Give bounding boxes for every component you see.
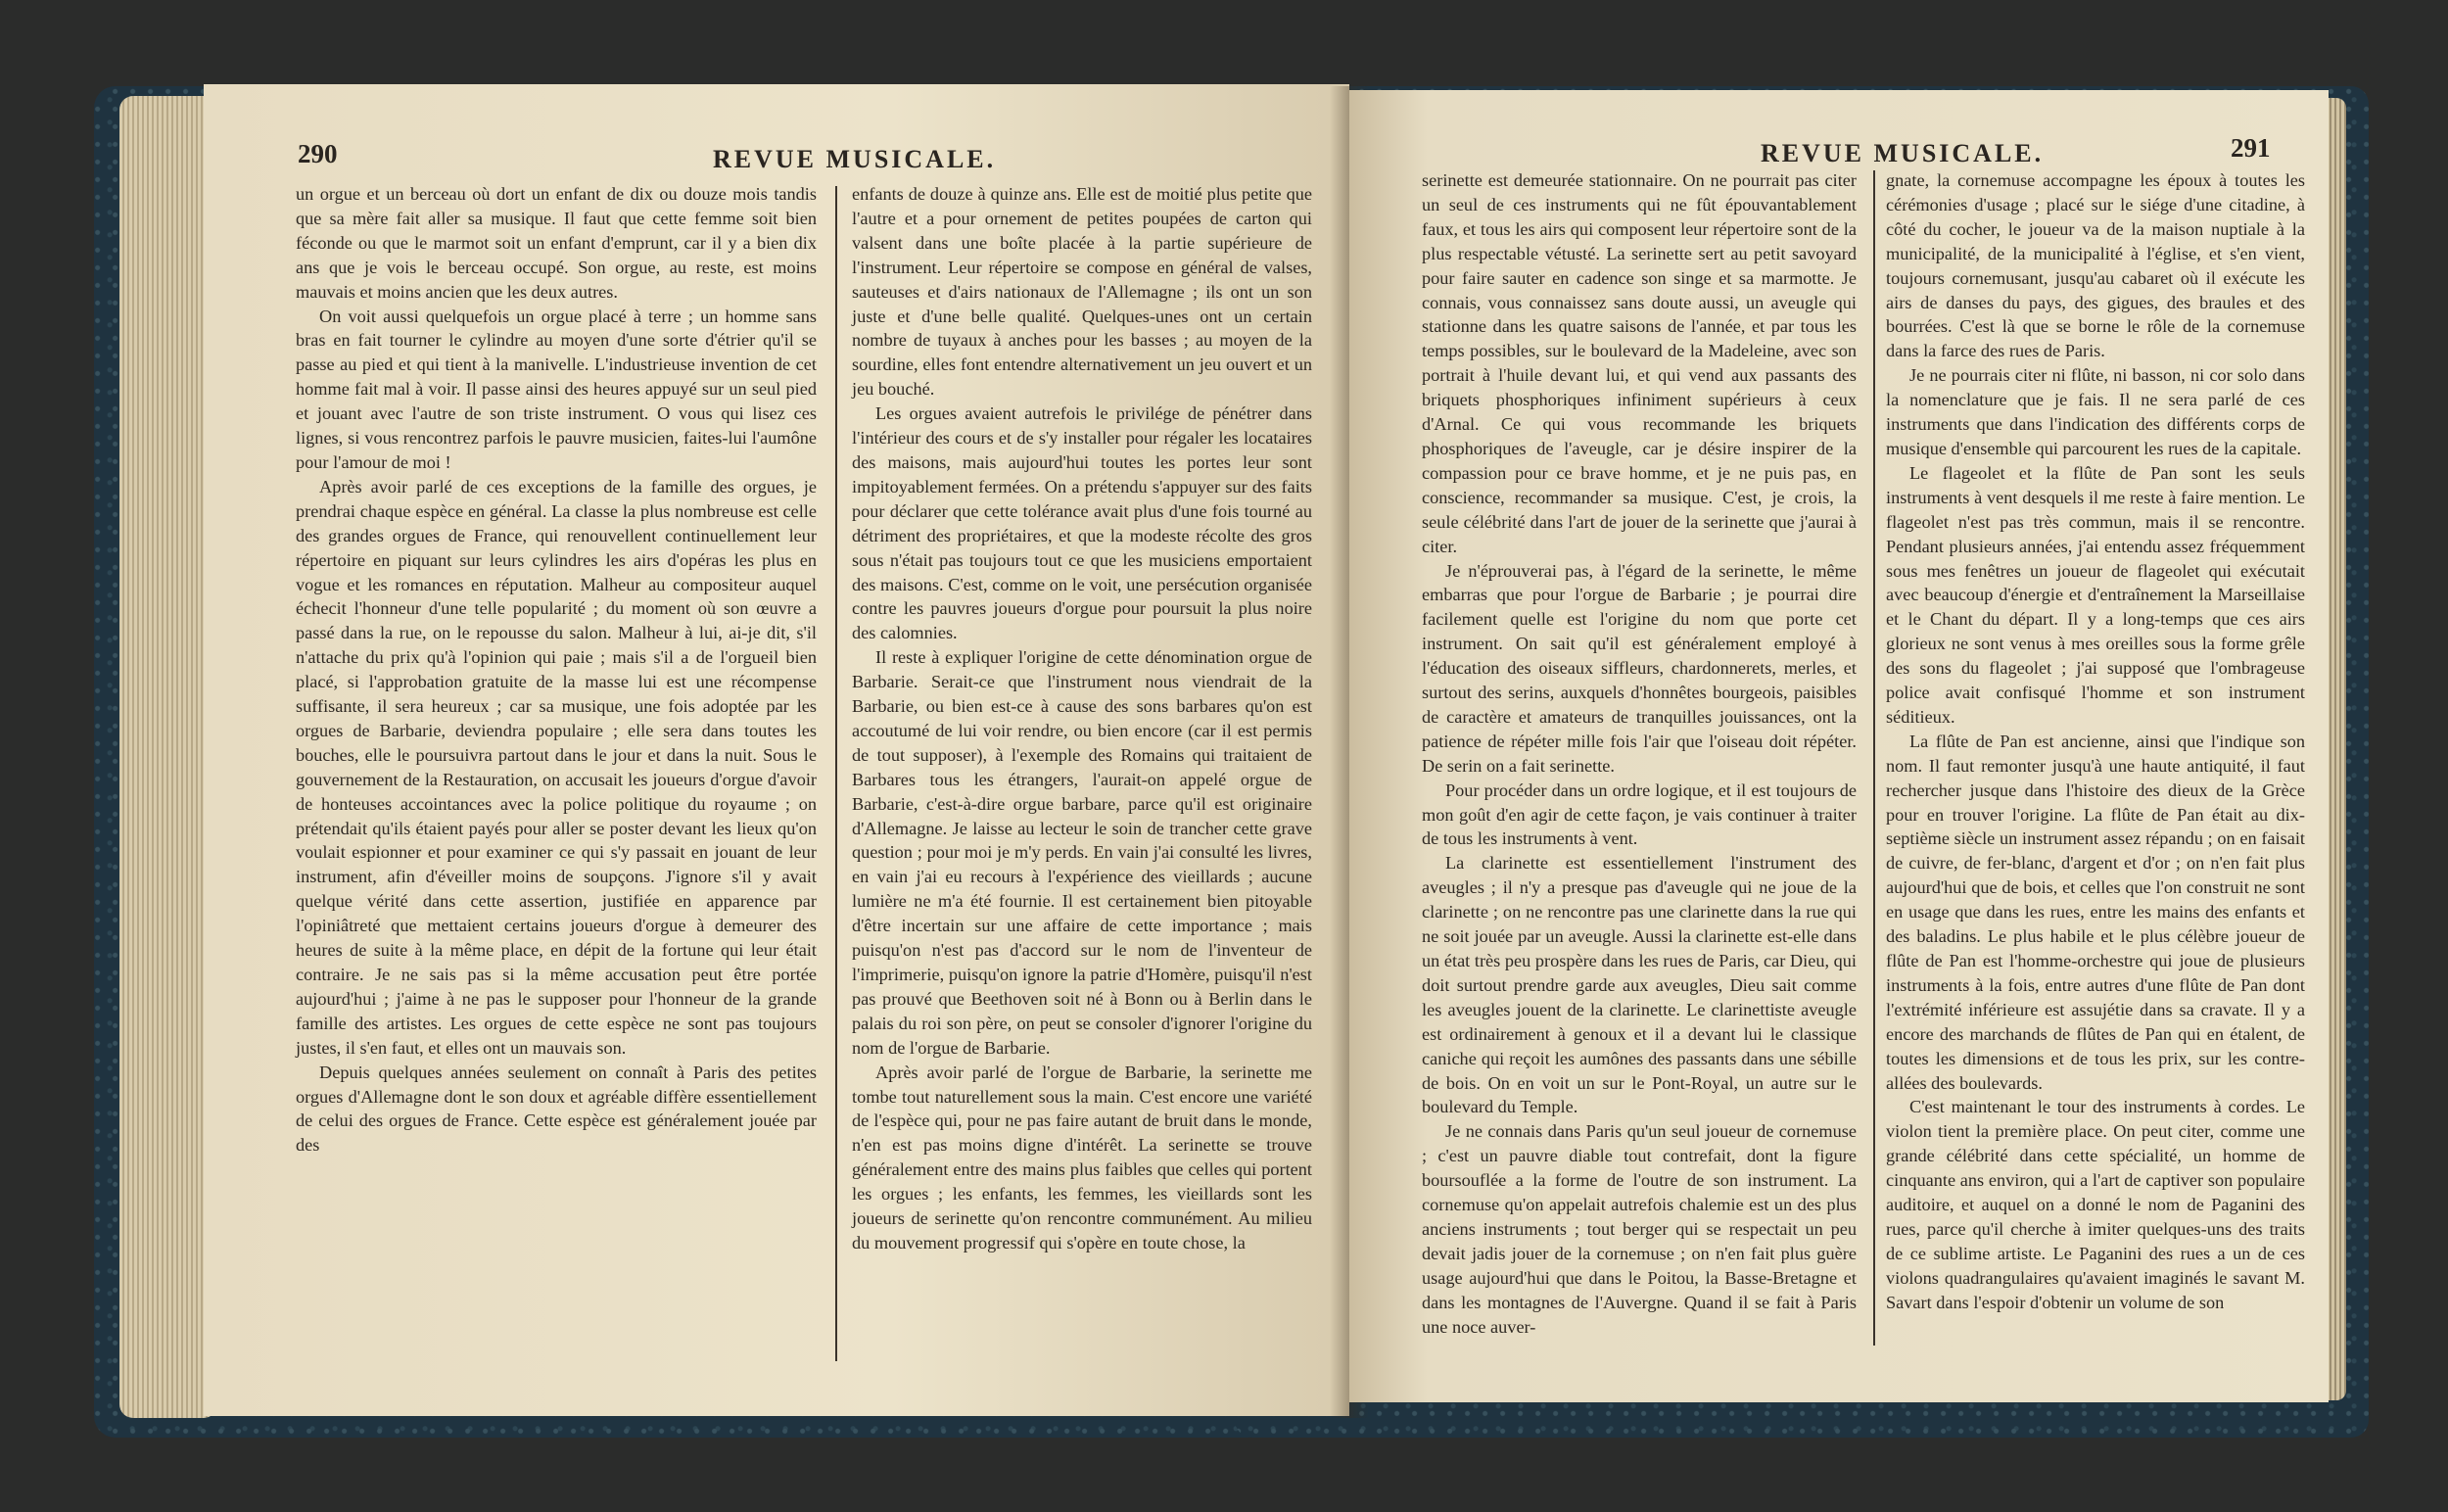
column-rule [835,186,837,1361]
left-page-column-1 [296,182,817,1158]
paragraph: Après avoir parlé de l'orgue de Barbarie, la serinette me tombe tout naturellement sous la main. C'est encore une variété de l'espèce qui, pour ne pas faire autant de bruit dans le monde, n'en est pas moins digne d'intérêt. La serinette se trouve généralement entre des mains plus faibles que celles qui portent les orgues ; les enfants, les femmes, les vieillards sont les joueurs de serinette qu'on rencontre communément. Au milieu du mouvement progressif qui s'opère en toute chose, la [852,1062,1312,1252]
paragraph: C'est maintenant le tour des instruments à cordes. Le violon tient la première place. On peut citer, comme une grande célébrité dans cette spécialité, un homme de cinquante ans environ, qui a l'art de captiver son populaire auditoire, et auquel on a donné le nom de Paganini des rues, parce qu'il cherche à imiter quelques-uns des traits de ce sublime artiste. Le Paganini des rues a un de ces violons quadrangulaires qu'avaient imaginés le savant M. Savart dans l'espoir d'obtenir un volume de son [1886,1097,2305,1312]
paragraph: La clarinette est essentiellement l'instrument des aveugles ; il n'y a presque pas d'aveugle qui ne joue de la clarinette ; on ne rencontre pas une clarinette dans la rue qui ne soit jouée par un aveugle. Aussi la clarinette est-elle dans un état très peu prospère dans les rues de Paris, car Dieu, qui doit surtout prendre garde aux aveugles, Dieu sait comme les aveugles jouent de la clarinette. Le clarinettiste aveugle est ordinairement à genoux et il a devant lui le classique caniche qui reçoit les aumônes des passants dans une sébille de bois. On en voit un sur le Pont-Royal, un autre sur le boulevard du Temple. [1422,853,1857,1117]
right-page-column-2 [1886,168,2305,1315]
paragraph: Le flageolet et la flûte de Pan sont les seuls instruments à vent desquels il me reste à faire mention. Le flageolet n'est pas très commun, mais il se rencontre. Pendant plusieurs années, j'ai entendu assez fréquemment sous mes fenêtres un joueur de flageolet qui exécutait avec beaucoup d'énergie et d'entraînement la Marseillaise et le Chant du départ. Il y a long-temps que ces airs glorieux ne sont venus à mes oreilles sous la forme grêle des sons du flageolet ; j'ai supposé que l'ombrageuse police avait confisqué l'homme et son instrument séditieux. [1886,462,2305,727]
open-book [94,76,2366,1447]
paragraph: un orgue et un berceau où dort un enfant de dix ou douze mois tandis que sa mère fait aller sa musique. Il faut que cette femme soit bien féconde ou que le marmot soit un enfant d'emprunt, car il y a bien dix ans que je vois le berceau occupé. Son orgue, au reste, est moins mauvais et moins ancien que les deux autres. [296,184,817,302]
column-rule [1873,170,1875,1346]
right-page-column-1 [1422,168,1857,1340]
paragraph: On voit aussi quelquefois un orgue placé à terre ; un homme sans bras en fait tourner le cylindre au moyen d'une sorte d'étrier qu'il se passe au pied et qui tient à la manivelle. L'industrieuse invention de cet homme fait mal à voir. Il passe ainsi des heures appuyé sur un seul pied et jouant avec l'autre de son triste instrument. O vous qui lisez ces lignes, si vous rencontrez parfois le pauvre musicien, faites-lui l'aumône pour l'amour de moi ! [296,306,817,472]
page-edges-left [119,96,217,1418]
left-page-column-2 [852,182,1312,1255]
paragraph: gnate, la cornemuse accompagne les époux à toutes les cérémonies d'usage ; placé sur le siége d'une citadine, à côté du cocher, le joueur va de la maison nuptiale à la municipalité, de la municipalité à l'église, et s'en vient, toujours cornemusant, jusqu'au cabaret où il exécute les airs de danses du pays, des gigues, des braules et des bourrées. C'est là que se borne le rôle de la cornemuse dans la farce des rues de Paris. [1886,170,2305,361]
paragraph: Les orgues avaient autrefois le privilége de pénétrer dans l'intérieur des cours et de s'y installer pour régaler les locataires des maisons, mais aujourd'hui toutes les portes leur sont impitoyablement fermées. On a prétendu s'appuyer sur des faits pour déclarer que cette tolérance avait plus d'une fois tourné au détriment des propriétaires, et que la modeste récolte des gros sous n'était pas toujours tout ce que les musiciens emportaient des maisons. C'est, comme on le voit, une persécution organisée contre les pauvres joueurs d'orgue pour poursuit la plus noire des calomnies. [852,403,1312,643]
paragraph: serinette est demeurée stationnaire. On ne pourrait pas citer un seul de ces instruments qui ne fût épouvantablement faux, et tous les airs qui composent leur répertoire sont de la plus respectable vétusté. La serinette sert au petit savoyard pour faire sauter en cadence son singe et sa marmotte. Je connais, vous connaissez sans doute aussi, un aveugle qui stationne dans les quatre saisons de l'année, et par tous les temps possibles, sur le boulevard de la Madeleine, avec son portrait à l'huile devant lui, et qui vend aux passants des briquets phosphoriques infiniment supérieurs à ceux d'Arnal. Ce qui vous recommande les briquets phosphoriques de l'aveugle, car je désire inspirer de la compassion pour ce brave homme, et je ne puis pas, en conscience, recommander sa musique. C'est, je crois, la seule célébrité dans l'art de jouer de la serinette que j'aurai à citer. [1422,170,1857,556]
paragraph: La flûte de Pan est ancienne, ainsi que l'indique son nom. Il faut remonter jusqu'à une haute antiquité, il faut rechercher jusque dans l'histoire des dieux de la Grèce pour en trouver l'origine. La flûte de Pan était au dix-septième siècle un instrument assez répandu ; on en faisait de cuivre, de fer-blanc, d'argent et d'or ; on n'en fait plus aujourd'hui que de bois, et celles que l'on construit ne sont en usage que dans les rues, entre les mains des enfants et des baladins. Le plus habile et le plus célèbre joueur de flûte de Pan est l'homme-orchestre qui joue de plusieurs instruments à la fois, entre autres d'une flûte de Pan dont l'extrémité inférieure est assujétie dans sa cravate. Il y a encore des marchands de flûtes de Pan qui en étalent, de toutes les dimensions et de tous les prix, sur les contre-allées des boulevards. [1886,731,2305,1093]
paragraph: Il reste à expliquer l'origine de cette dénomination orgue de Barbarie. Serait-ce que l'instrument nous viendrait de la Barbarie, ou bien est-ce à cause des sons barbares qu'on est accoutumé de lui voir rendre, ou bien encore (car il est permis de tout supposer), à l'exemple des Romains qui traitaient de Barbares tous les étrangers, l'aurait-on appelé orgue de Barbarie, c'est-à-dire orgue barbare, parce qu'il est originaire d'Allemagne. Je laisse au lecteur le soin de trancher cette grave question ; pour moi je m'y perds. En vain j'ai consulté les livres, en vain j'ai eu recours à l'expérience des vieillards ; aucune lumière ne m'a été fournie. Il est certainement bien pitoyable d'être incertain sur une affaire de cette importance ; mais puisqu'on n'est pas d'accord sur le nom de l'inventeur de l'imprimerie, puisqu'on ignore la patrie d'Homère, puisqu'il n'est pas prouvé que Beethoven soit né à Bonn ou à Berlin dans le palais du roi son père, on peut se consoler d'ignorer l'origine du nom de l'orgue de Barbarie. [852,647,1312,1058]
paragraph: Je ne pourrais citer ni flûte, ni basson, ni cor solo dans la nomenclature que je fais. Il ne sera parlé de ces instruments que dans l'indication des différents corps de musique d'ensemble qui parcourent les rues de la capitale. [1886,365,2305,458]
left-page [204,84,1349,1416]
running-head-left: REVUE MUSICALE. [713,145,997,173]
page-number-right: 291 [2231,133,2271,163]
paragraph: Pour procéder dans un ordre logique, et il est toujours de mon goût d'en agir de cette façon, je vais continuer à traiter de tous les instruments à vent. [1422,780,1857,849]
paragraph: Depuis quelques années seulement on connaît à Paris des petites orgues d'Allemagne dont le son doux et agréable diffère essentiellement de celui des orgues de France. Cette espèce est généralement jouée par des [296,1062,817,1156]
paragraph: enfants de douze à quinze ans. Elle est de moitié plus petite que l'autre et a pour ornement de petites poupées de carton qui valsent dans une boîte placée à la partie supérieure de l'instrument. Leur répertoire se compose en général de valses, sauteuses et d'airs nationaux de l'Allemagne ; ils ont un son juste et d'une belle qualité. Quelques-unes ont un certain nombre de tuyaux à anches pour les basses ; au moyen de la sourdine, elles font entendre alternativement un jeu ouvert et un jeu bouché. [852,184,1312,400]
paragraph: Après avoir parlé de ces exceptions de la famille des orgues, je prendrai chaque espèce en général. La classe la plus nombreuse est celle des grandes orgues de France, qui renouvellent continuellement leur répertoire en piquant sur leurs cylindres les airs d'opéras les plus en vogue et les romances en réputation. Malheur au compositeur auquel échecit l'honneur d'une telle popularité ; du moment où son œuvre a passé dans la rue, on le repousse du salon. Malheur à lui, ai-je dit, s'il n'attache du prix qu'à l'opinion qui paie ; mais s'il a de l'orgueil bien placé, si l'approbation gratuite de la masse lui est une récompense suffisante, il sera heureux ; car sa musique, une fois adoptée par les orgues de Barbarie, deviendra populaire ; elle sera dans toutes les bouches, elle le poursuivra partout dans le jour et dans la nuit. Sous le gouvernement de la Restauration, on accusait les joueurs d'orgue d'avoir de honteuses accointances avec la police politique du royaume ; on prétendait qu'ils étaient payés pour aller se poster devant les lieux qu'on voulait espionner et pour examiner ce qui s'y passait en jouant de leur instrument, afin d'éveiller moins de soupçons. J'ignore s'il y avait quelque vérité dans cette assertion, justifiée en apparence par l'opiniâtreté que mettaient certains joueurs d'orgue à demeurer des heures de suite à la même place, en dépit de la fortune qui leur était contraire. Je ne sais pas si la même accusation peut être portée aujourd'hui ; j'aime à ne pas le supposer pour l'honneur de la grande famille des artistes. Les orgues de cette espèce ne sont pas toujours justes, il s'en faut, et elles ont un mauvais son. [296,476,817,1058]
paragraph: Je ne connais dans Paris qu'un seul joueur de cornemuse ; c'est un pauvre diable tout contrefait, dont la figure boursouflée a la forme de l'outre de son instrument. La cornemuse qu'on appelait autrefois chalemie est un des plus anciens instruments ; tout berger qui se respectait un peu devait jadis jouer de la cornemuse ; on n'en fait plus guère usage aujourd'hui que dans le Poitou, la Basse-Bretagne et dans les montagnes de l'Auvergne. Quand il se fait à Paris une noce auver- [1422,1121,1857,1337]
page-number-left: 290 [298,139,338,168]
paragraph: Je n'éprouverai pas, à l'égard de la serinette, le même embarras que pour l'orgue de Barbarie ; je pourrai dire facilement quelle est l'origine du nom que porte cet instrument. On sait qu'il est généralement employé à l'éducation des oiseaux siffleurs, chardonnerets, merles, et surtout des serins, auxquels d'honnêtes bourgeois, paisibles de caractère et amateurs de tranquilles jouissances, ont la patience de répéter mille fois l'air que l'oiseau doit répéter. De serin on a fait serinette. [1422,560,1857,776]
right-page [1349,90,2329,1402]
running-head-right: REVUE MUSICALE. [1761,139,2045,167]
